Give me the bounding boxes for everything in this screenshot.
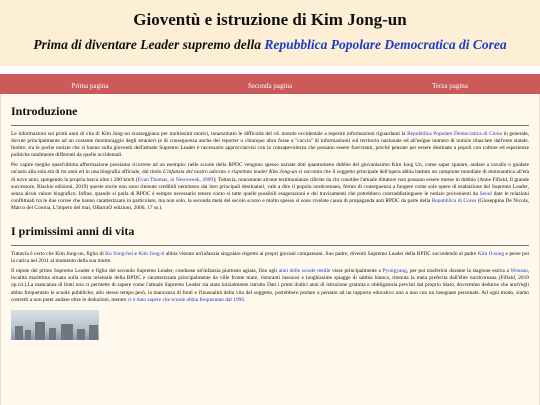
text-run: visse principalmente a: [330, 268, 383, 275]
text-run: , località marittima situata sulla costa orientale della RPDC e caratterizzata principalmente da ville fronte mare, ristoranti lussuosi e lunghissime spiagge di sabbia bianca, ritenuta la meta preferita dall'élite nordcoreana (Fifield, 2019 op.cit.).La mancanza di fonti non ci permette di sapere come l'attuale Supremo Leader sia stato inizialmente istruito Dati i primi dodici anni di istruzione gratuita e obbligatoria previsti dal proprio Stato, dovremmo dedurne che anch'egli abbia frequentato le scuole pubbliche, allo stesso tempo però, la mancanza di fonti e l'inusualità della vita del soggetto, potrebbero portare a pensare ad un rapporto educativo uno a uno con un insegnate personale. Ad ogni modo, siamo costretti a non poter andare oltre le deduzioni, mentre: [11, 268, 529, 303]
early-paragraph-2: [11, 268, 529, 303]
text-run: Per capire meglio quest'ultima affermazione possiamo ricorrere ad un esempio: nelle scuole della RPDC vengono spesso narrate doti quantomeno dubbie del giovanissimo Kim Jong Un, come saper sparare, andare a cavallo o guidare un'auto alla sola età di tre anni ed in una biografia ufficiale, dal titolo: [11, 162, 529, 176]
subtitle-link-rpdc[interactable]: Repubblica Popolare Democratica di Corea: [264, 37, 507, 52]
section-divider: [11, 125, 529, 126]
inline-link[interactable]: Repubblica di Corea: [431, 197, 477, 204]
text-run: ); Tuttavia, nonostante alcune testimonianze riferite da chi conobbe l'attuale dittatore non possano essere messe in dubbio (Anne Fifield, Il grande successore, Blackie edizioni, 2019) queste storie non sono ritenute credibili nemmeno dai loro principali destinatari, vale a dire il popolo nordcoreano, fermo di conseguenza a fungere come sole opere di esaltazione del Supremo Leader, senza alcun valore biografico. Infine, quando si parla di RPDC è sempre necessario tenere conto si tutte quelle possibili esagerazioni e dei travisamenti che potrebbero contraddistinguere le notizie provenienti da: [11, 176, 529, 197]
text-run: date le relazioni conflittuali tra le due corree che hanno caratterizzato in particolare, ma non solo, la seconda metà del secolo scorso e molto spesso si sono rivelate causa di propaganda anti RPDC da parte della: [11, 190, 529, 204]
inline-link[interactable]: Pyongyang: [382, 268, 407, 275]
text-run: Tuttavia è certo che Kim Jong-un, figlio di: [11, 251, 106, 258]
inline-link[interactable]: Ko Yong-hui: [105, 251, 134, 258]
text-run: (Giuseppina De Nicola, Marco del Corona, L'impero del mai, OBarraO edizioni, 2006, 17 ss.).: [11, 197, 529, 211]
inline-link[interactable]: anni delle scuole medie: [278, 268, 331, 275]
text-run: Il nipote del primo Supremo Leader e figlio del secondo Supremo Leader, condusse un'infanzia piuttosto agiata, fino agli: [11, 268, 279, 275]
intro-paragraph-2: [11, 162, 529, 212]
inline-link[interactable]: Kim Il-sung: [477, 251, 505, 258]
text-run: si racconta che il soggetto principale dell'opera abbia battuto un campione mondiale di motonautica all'età di nove anni, spingendo la propria barca oltre i 200 km/h (: [11, 169, 529, 183]
inline-link[interactable]: Repubblica Popolare Democratica di Corea: [407, 131, 502, 137]
inline-link[interactable]: Kim Jong-il: [138, 251, 165, 258]
page-header: [0, 0, 540, 66]
inline-link[interactable]: Seoul: [479, 190, 492, 197]
section-divider: [11, 245, 529, 246]
page-subtitle: [8, 36, 532, 53]
emphasis-text: L'infanzia del nostro adorato e rispettato leader Kim Jong-un: [162, 169, 298, 176]
text-run: Le informazioni sui primi anni di vita di Kim Jong-un scarseggiano per moltissimi motivi, innanzitutto le difficoltà del cd. mondo occidentale a reperire informazioni riguardanti la: [11, 131, 408, 137]
text-run: in generale, dovute principalmente ad un costante monitoraggio degli stranieri (e di conseguenza anche dei reporter o chiunque altro fosse a "caccia" di informazioni) sul territorio nazionale ed all'esigue numero di notizie rilasciate dall'ente statale. Inoltre, tra le poche notizie che si hanno sulla gioventù dell'attuale Supremo Leader è necessario approcciarvisi con la consapevolezza che possano essere fuorvianti, perché pensate per essere destinate a popoli con culture ed esperienze politiche totalmente differenti da quelle occidentali.: [11, 131, 530, 159]
text-run: abbia vissuto un'infanzia singolare rispetto ai propri giovani compaesani. Suo padre, diventò Supremo Leader della RPDC succedendo al padre: [164, 251, 478, 258]
text-run: .: [244, 296, 246, 303]
text-run: , per poi trasferirsi durante la stagione estiva a: [406, 268, 511, 275]
subtitle-prefix: Prima di diventare Leader supremo della: [33, 37, 265, 52]
text-run: e perse poi la carica nel 2011 al momento della sua morte.: [11, 251, 530, 265]
inline-link[interactable]: Wonsan: [510, 268, 528, 275]
main-content: [0, 94, 540, 405]
early-paragraph-1: [11, 251, 529, 265]
page-title: Gioventù e istruzione di Kim Jong-un: [133, 10, 407, 29]
inline-link[interactable]: Evan Thomas, in Newsweek, 2009: [137, 176, 214, 183]
section-title-introduzione: Introduzione: [11, 104, 78, 118]
nav-item-terza-pagina[interactable]: Terza pagina: [432, 82, 468, 90]
inline-link[interactable]: ci è dato sapere che scuole abbia frequentato dal 1996: [127, 296, 245, 303]
city-photo: [11, 310, 99, 340]
nav-item-seconda-pagina[interactable]: Seconda pagina: [247, 82, 293, 90]
nav-item-prima-pagina[interactable]: Prima pagina: [71, 82, 109, 90]
intro-paragraph-1: [11, 131, 529, 159]
section-title-primissimi-anni: I primissimi anni di vita: [11, 224, 135, 239]
text-run: e: [133, 251, 139, 258]
